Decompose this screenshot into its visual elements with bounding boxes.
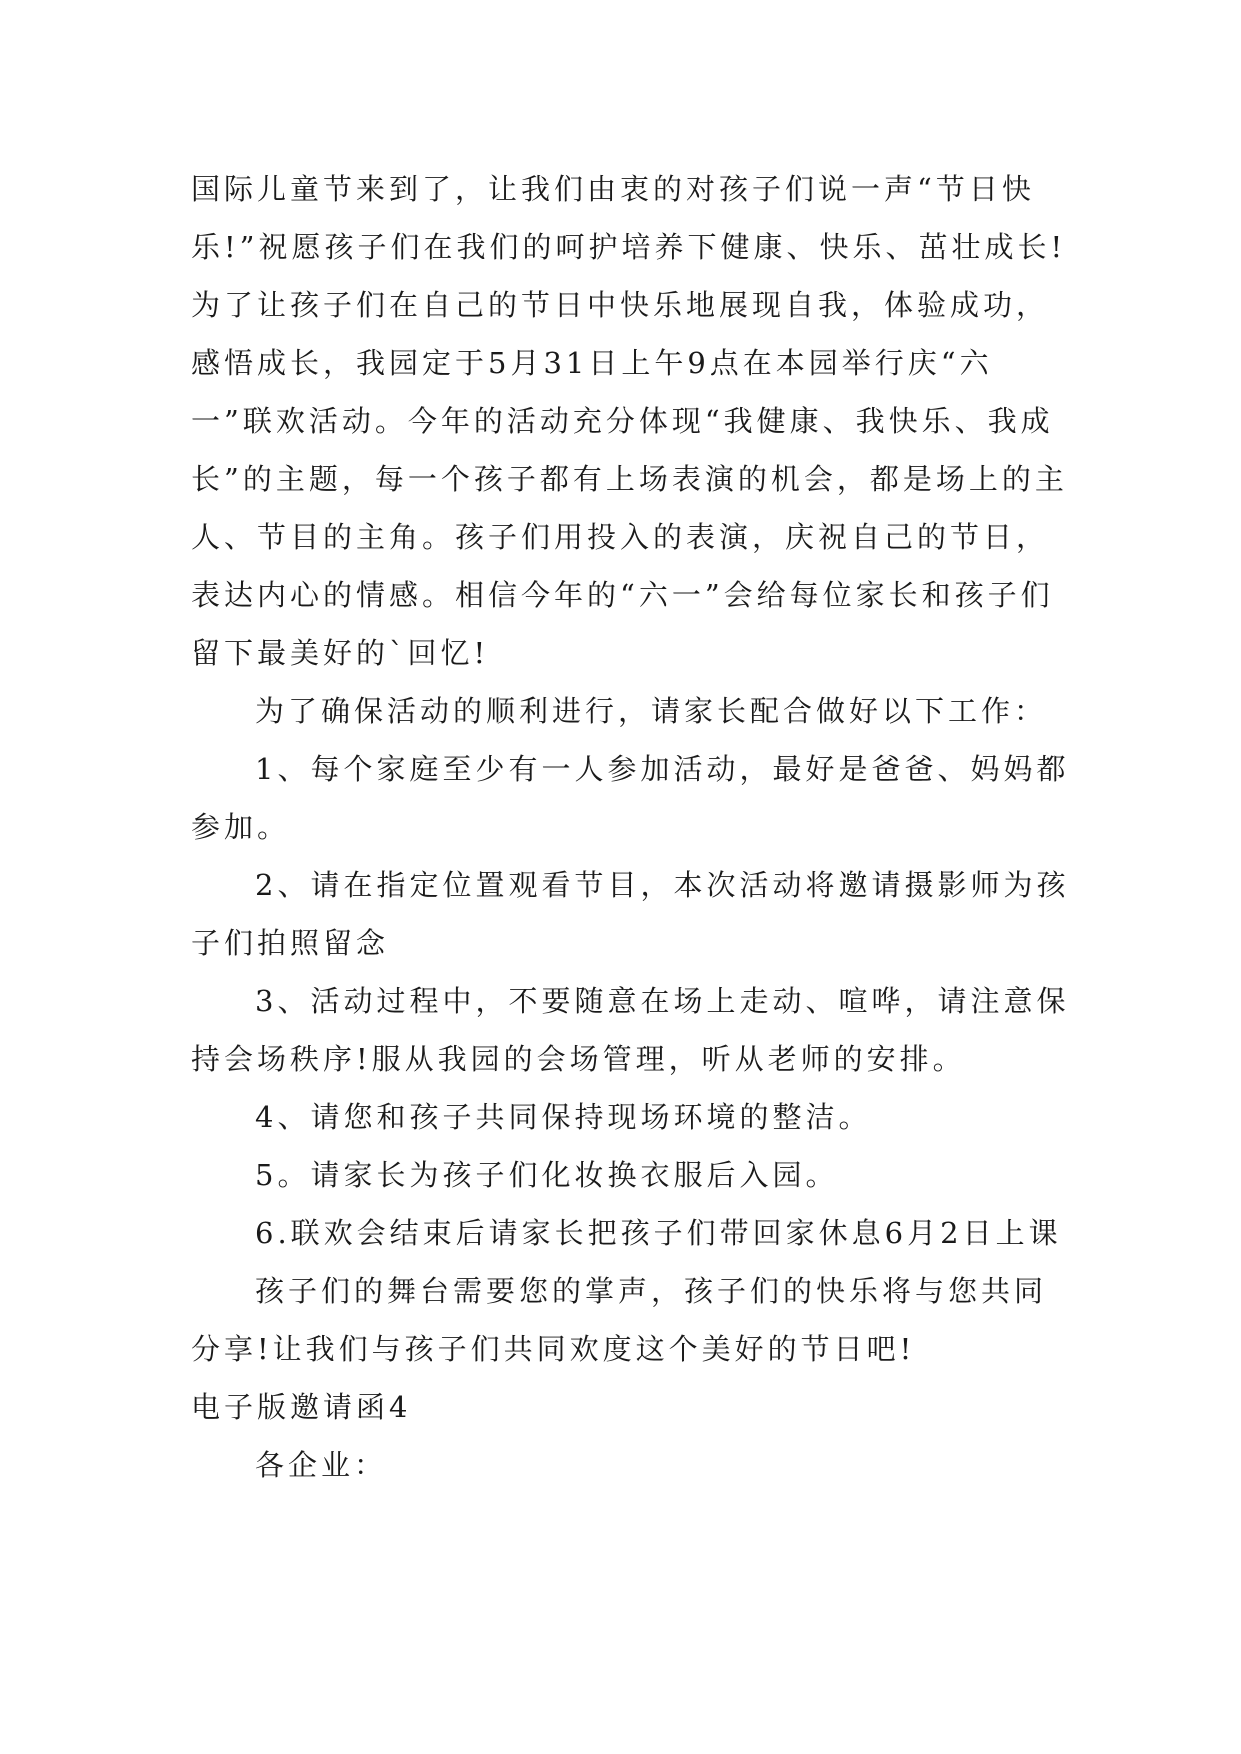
list-item-5: 5。请家长为孩子们化妆换衣服后入园。 [255,1158,839,1192]
section-heading: 电子版邀请函4 [191,1390,412,1424]
list-item-3: 3、活动过程中，不要随意在场上走动、喧哗，请注意保持会场秩序!服从我园的会场管理，听从老师的安排。 [191,984,1070,1076]
greeting: 各企业： [255,1448,388,1482]
list-item-2: 2、请在指定位置观看节目，本次活动将邀请摄影师为孩子们拍照留念 [191,868,1070,960]
paragraph-instructions-intro: 为了确保活动的顺利进行，请家长配合做好以下工作： [255,694,1048,728]
list-item-4: 4、请您和孩子共同保持现场环境的整洁。 [255,1100,872,1134]
paragraph-closing: 孩子们的舞台需要您的掌声，孩子们的快乐将与您共同分享!让我们与孩子们共同欢度这个美好的节日吧! [191,1274,1048,1366]
list-item-1: 1、每个家庭至少有一人参加活动，最好是爸爸、妈妈都参加。 [191,752,1070,844]
document-body [191,160,1071,1494]
list-item-6: 6.联欢会结束后请家长把孩子们带回家休息6月2日上课 [255,1216,1062,1250]
paragraph-intro: 国际儿童节来到了，让我们由衷的对孩子们说一声“节日快乐!”祝愿孩子们在我们的呵护培养下健康、快乐、茁壮成长!为了让孩子们在自己的节日中快乐地展现自我，体验成功，感悟成长，我园定于5月31日上午9点在本园举行庆“六一”联欢活动。今年的活动充分体现“我健康、我快乐、我成长”的主题，每一个孩子都有上场表演的机会，都是场上的主人、节目的主角。孩子们用投入的表演，庆祝自己的节日，表达内心的情感。相信今年的“六一”会给每位家长和孩子们留下最美好的`回忆! [191,172,1068,670]
